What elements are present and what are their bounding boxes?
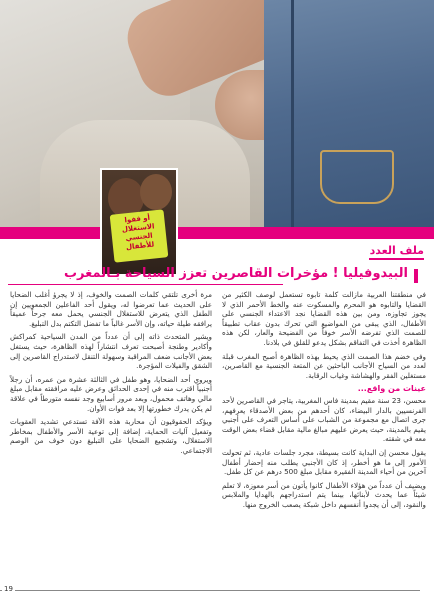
photo-jeans-seam — [291, 0, 294, 228]
section-label: ملف العدد — [369, 244, 424, 257]
subheading: عينات من واقع... — [357, 384, 426, 394]
inset-photo — [100, 168, 178, 276]
paragraph: ويضيف أن عدداً من هؤلاء الأطفال كانوا يأتون من أسر معوزة، لا تعلم شيئاً عما يحدث لأبنائها، بينما يتم استدراجهم بالهدايا والملابس والنقود، إلى أن يجدوا أنفسهم داخل شبكة يصعب الخروج منها. — [222, 480, 426, 509]
sign-line: للأطفال — [125, 240, 155, 252]
paragraph: محسن، 23 سنة مقيم بمدينة فاس المغربية، يتاجر في القاصرين لأحد الفرنسيين بالدار البيضاء، كان أحدهم من بعض الأصدقاء يعرفهم، جرى اتصال مع مجموعة من الشباب على أساس التعرف على أجنبي يقيم بالمدينة، حيث يعرض عليهم مبالغ مالية مقابل قضاء بعض الوقت معه في شقته. — [222, 395, 427, 444]
page-number: 19 — [4, 585, 13, 593]
paragraph: يقول محسن إن البداية كانت بسيطة، مجرد جلسات عادية، ثم تحولت الأمور إلى ما هو أخطر، إذ كان الأجنبي يطلب منه إحضار أطفال آخرين من أحياء المدينة الفقيرة مقابل مبلغ 500 درهم عن كل طفل. — [222, 447, 426, 477]
paragraph: مرة أخرى تلتقي كلمات الصمت والخوف، إذ لا يجرؤ أغلب الضحايا على الحديث عما تعرضوا له، ويقول أحد الفاعلين الجمعويين إن الطفل الذي يتعرض للاستغلال الجنسي يحمل معه جرحاً عميقاً يرافقه طيلة حياته، وإن الأسر غالباً ما تفضل التكتم بدل التبليغ. — [10, 290, 212, 328]
child-face-right — [140, 174, 172, 210]
sign-line: الجنسي — [125, 231, 154, 243]
accent-bar — [0, 227, 434, 239]
footer-rule — [0, 590, 420, 591]
title-marker — [414, 269, 418, 283]
paragraph: ويؤكد الحقوقيون أن محاربة هذه الآفة تستدعي تشديد العقوبات وتفعيل آليات الحماية، إضافة إلى توعية الأسر والأطفال بمخاطر الاستغلال، وتشجيع الضحايا على التبليغ دون خوف من الوصم الاجتماعي. — [10, 417, 212, 455]
paragraph: وفي خضم هذا الصمت الذي يحيط بهذه الظاهرة أصبح المغرب قبلة لعدد من السياح الأجانب الباحثين عن المتعة الجنسية مع القاصرين، مستغلين الفقر والهشاشة وغياب الرقابة. — [222, 351, 426, 380]
photo-jeans-pocket — [320, 150, 394, 204]
article-title: البيدوفيليا ! مؤخرات القاصرين تعزز السياحة بـالمغرب — [63, 266, 408, 281]
sign-line: الاستغلال — [121, 222, 155, 234]
article-title-block — [8, 263, 426, 285]
section-underline — [369, 258, 424, 260]
hero-photo — [0, 0, 434, 228]
paragraph: في منطقتنا العربية مازالت كلمة تابوه تستعمل لوصف الكثير من القضايا والتابوه هو المحرم والمسكوت عنه والخط الأحمر الذي لا يجوز تجاوزه، ومن بين هذه القضايا نجد الاعتداء الجنسي على الأطفال، الذي يبقى من المواضيع التي تحرك بدون عقاب تطبيقاً للصمت الذي تفرضه الأسر خوفاً من الفضيحة والعار، لكن هذه الظاهرة أخذت في التفاقم بشكل يدعو للقلق في بلادنا. — [222, 290, 426, 347]
paragraph: ويشير المتحدث ذاته إلى أن عدداً من المدن السياحية كمراكش وأكادير وطنجة أصبحت تعرف انتشاراً لهذه الظاهرة، حيث يستغل بعض الأجانب ضعف المراقبة وسهولة التنقل لاستدراج القاصرين إلى الشقق والفيلات المؤجرة. — [10, 332, 212, 371]
protest-sign — [110, 209, 169, 262]
article-column-right — [222, 290, 426, 513]
sign-line: أو ففوا — [124, 213, 151, 225]
title-underline — [8, 284, 283, 285]
paragraph: ويروي أحد الضحايا، وهو طفل في الثالثة عشرة من عمره، أن رجلاً أجنبياً اقترب منه في إحدى الحدائق وعرض عليه مرافقته مقابل مبلغ مالي وهاتف محمول، وبعد مرور أسابيع وجد نفسه متورطاً في علاقة لم يكن يدرك خطورتها إلا بعد فوات الأوان. — [10, 374, 212, 413]
article-column-left — [10, 290, 212, 460]
